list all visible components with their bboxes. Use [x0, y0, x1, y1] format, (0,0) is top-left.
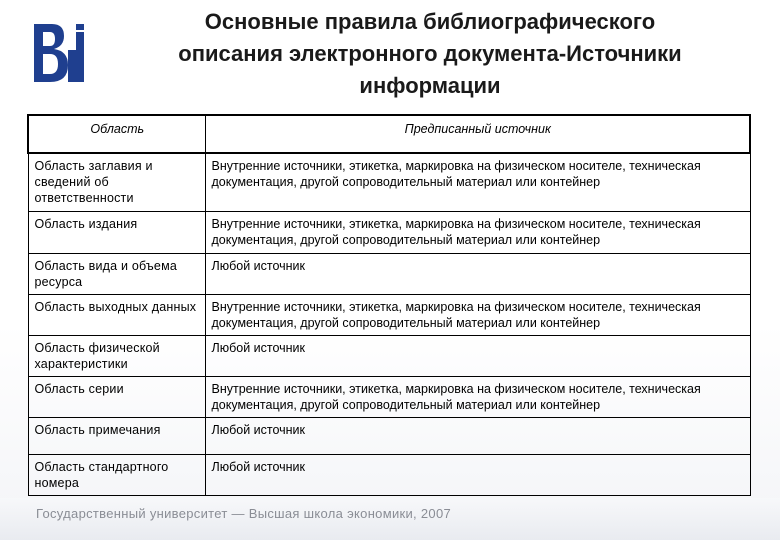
table-row	[28, 455, 750, 496]
area-cell: Область стандартного номера	[28, 455, 205, 496]
table-header-row	[28, 115, 750, 153]
slide-header	[0, 0, 780, 112]
area-cell: Область серии	[28, 377, 205, 418]
table-row	[28, 295, 750, 336]
title-line: описания электронного документа-Источники	[178, 41, 682, 66]
source-cell: Внутренние источники, этикетка, маркировка на физическом носителе, техническая документация, другой сопроводительный материал или контейнер	[205, 153, 750, 212]
hse-logo-icon	[30, 20, 86, 86]
source-cell: Любой источник	[205, 455, 750, 496]
rules-table	[27, 114, 751, 496]
slide-footer	[0, 498, 780, 540]
source-cell: Любой источник	[205, 254, 750, 295]
table-row	[28, 212, 750, 254]
table-row	[28, 377, 750, 418]
area-cell: Область издания	[28, 212, 205, 254]
table-row	[28, 254, 750, 295]
area-cell: Область вида и объема ресурса	[28, 254, 205, 295]
table-row	[28, 418, 750, 455]
table-row	[28, 153, 750, 212]
source-cell: Любой источник	[205, 418, 750, 455]
area-cell: Область выходных данных	[28, 295, 205, 336]
source-cell: Любой источник	[205, 336, 750, 377]
area-cell: Область примечания	[28, 418, 205, 455]
source-cell: Внутренние источники, этикетка, маркировка на физическом носителе, техническая документация, другой сопроводительный материал или контейнер	[205, 212, 750, 254]
page-title	[110, 6, 750, 102]
table-row	[28, 336, 750, 377]
source-cell: Внутренние источники, этикетка, маркировка на физическом носителе, техническая документация, другой сопроводительный материал или контейнер	[205, 295, 750, 336]
title-line: информации	[359, 73, 501, 98]
rules-table-container	[27, 114, 749, 496]
footer-text: Государственный университет — Высшая школа экономики, 2007	[36, 506, 451, 521]
column-header-source: Предписанный источник	[205, 115, 750, 153]
area-cell: Область физической характеристики	[28, 336, 205, 377]
area-cell: Область заглавия и сведений об ответственности	[28, 153, 205, 212]
column-header-area: Область	[28, 115, 205, 153]
title-line: Основные правила библиографического	[204, 9, 656, 34]
source-cell: Внутренние источники, этикетка, маркировка на физическом носителе, техническая документация, другой сопроводительный материал или контейнер	[205, 377, 750, 418]
